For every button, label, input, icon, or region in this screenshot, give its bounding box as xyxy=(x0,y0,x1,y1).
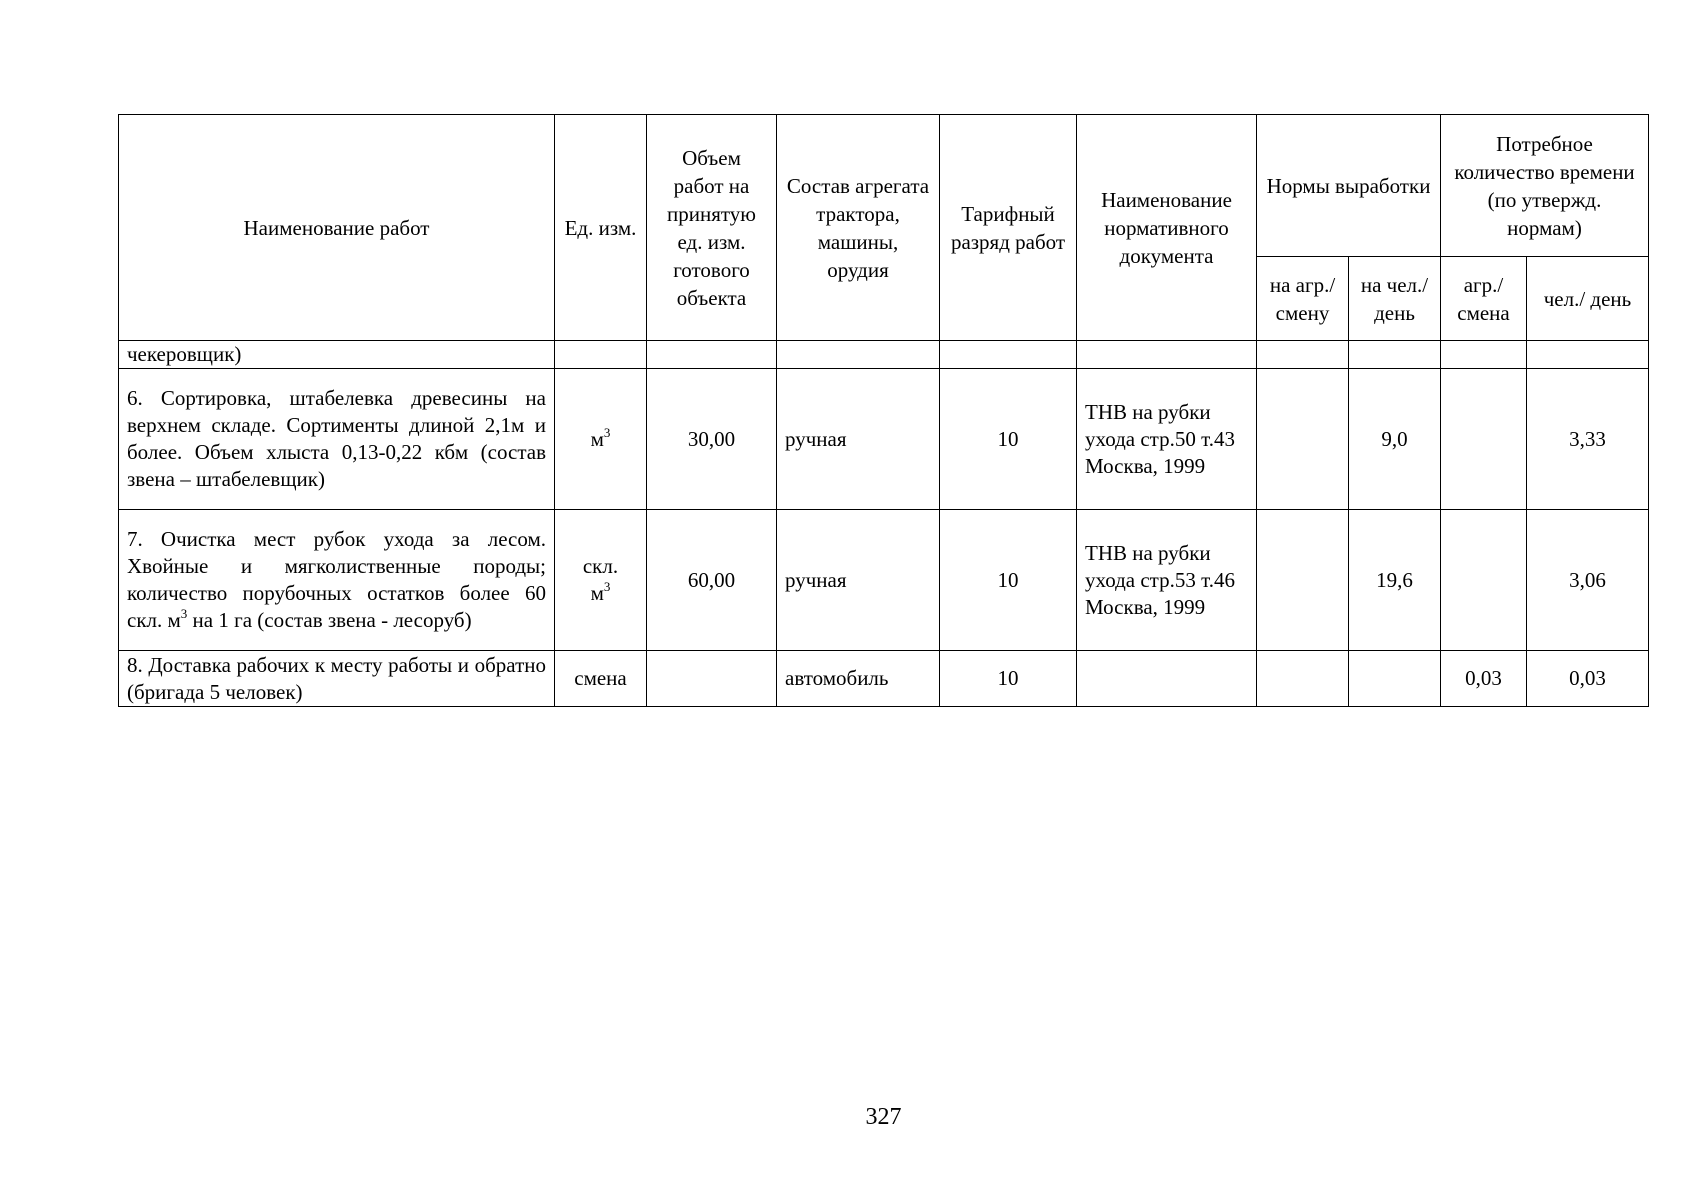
continuation-row xyxy=(119,341,1649,369)
composition: автомобиль xyxy=(777,651,940,707)
time-agr xyxy=(1441,510,1527,651)
header-document: Наименование нормативного документа xyxy=(1077,115,1257,341)
composition: ручная xyxy=(777,510,940,651)
time-person: 3,06 xyxy=(1527,510,1649,651)
volume: 30,00 xyxy=(647,369,777,510)
document xyxy=(1077,651,1257,707)
unit: скл. $м^3$ xyxy=(555,510,647,651)
tariff: 10 xyxy=(940,369,1077,510)
norm-person: 9,0 xyxy=(1349,369,1441,510)
time-agr xyxy=(1441,369,1527,510)
header-norms-agr: на агр./ смену xyxy=(1257,257,1349,341)
continuation-text: чекеровщик) xyxy=(119,341,555,369)
work-norms-table xyxy=(118,114,1649,707)
header-unit: Ед. изм. xyxy=(555,115,647,341)
header-time: Потребное количество времени (по утвержд. нормам) xyxy=(1441,115,1649,257)
norm-agr xyxy=(1257,369,1349,510)
header-row xyxy=(119,115,1649,257)
norm-agr xyxy=(1257,651,1349,707)
time-person: 3,33 xyxy=(1527,369,1649,510)
header-time-agr: агр./ смена xyxy=(1441,257,1527,341)
header-norms: Нормы выработки xyxy=(1257,115,1441,257)
table-row xyxy=(119,369,1649,510)
time-agr: 0,03 xyxy=(1441,651,1527,707)
unit: $м^3$ xyxy=(555,369,647,510)
work-name: 8. Доставка рабочих к месту работы и обратно (бригада 5 человек) xyxy=(119,651,555,707)
volume: 60,00 xyxy=(647,510,777,651)
tariff: 10 xyxy=(940,510,1077,651)
table-row xyxy=(119,510,1649,651)
page-number: 327 xyxy=(865,1104,902,1130)
header-work-name: Наименование работ xyxy=(119,115,555,341)
header-norms-person: на чел./ день xyxy=(1349,257,1441,341)
norm-person xyxy=(1349,651,1441,707)
header-volume: Объем работ на принятую ед. изм. готового объекта xyxy=(647,115,777,341)
header-composition: Состав агрегата трактора, машины, орудия xyxy=(777,115,940,341)
norm-agr xyxy=(1257,510,1349,651)
unit: смена xyxy=(555,651,647,707)
composition: ручная xyxy=(777,369,940,510)
table-row xyxy=(119,651,1649,707)
work-name: 6. Сортировка, штабелевка древесины на верхнем складе. Сортименты длиной 2,1м и более. Объем хлыста 0,13-0,22 кбм (состав звена – штабелевщик) xyxy=(119,369,555,510)
norm-person: 19,6 xyxy=(1349,510,1441,651)
header-time-person: чел./ день xyxy=(1527,257,1649,341)
document: ТНВ на рубки ухода стр.50 т.43 Москва, 1999 xyxy=(1077,369,1257,510)
time-person: 0,03 xyxy=(1527,651,1649,707)
work-name: 7. Очистка мест рубок ухода за лесом. Хвойные и мягколиственные породы; количество порубочных остатков более 60 скл. $м^3$ на 1 га (состав звена - лесоруб) xyxy=(119,510,555,651)
header-tariff: Тарифный разряд работ xyxy=(940,115,1077,341)
document: ТНВ на рубки ухода стр.53 т.46 Москва, 1999 xyxy=(1077,510,1257,651)
volume xyxy=(647,651,777,707)
tariff: 10 xyxy=(940,651,1077,707)
